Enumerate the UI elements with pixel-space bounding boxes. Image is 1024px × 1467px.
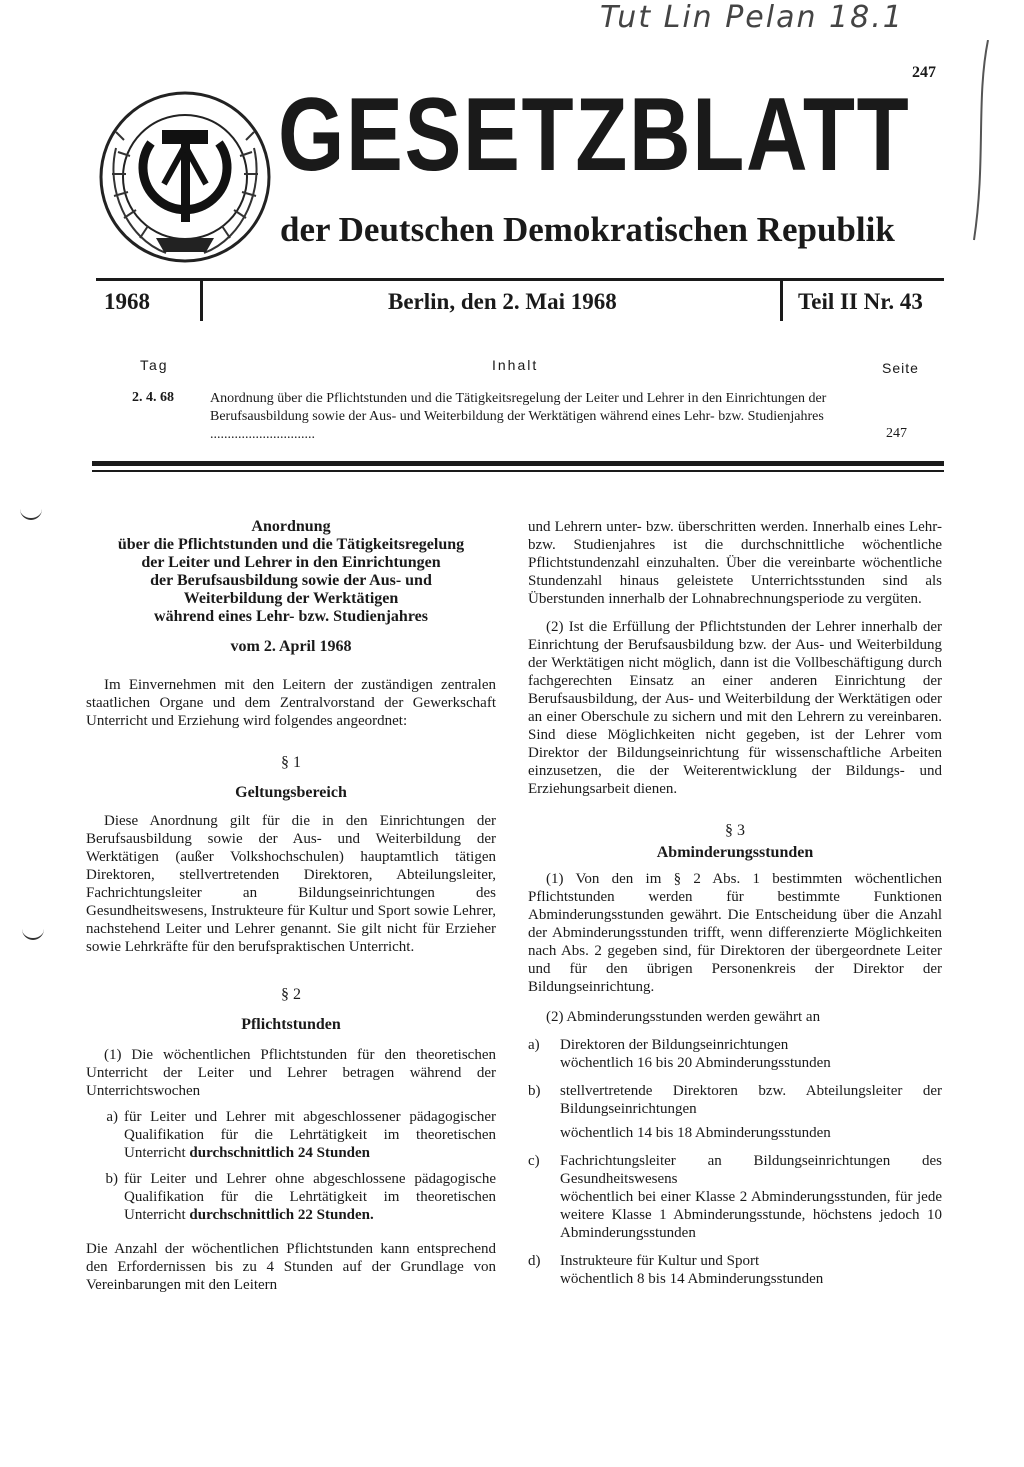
margin-mark bbox=[22, 928, 44, 940]
list-item-emphasis: durchschnittlich 24 Stunden bbox=[189, 1145, 370, 1161]
section-rule bbox=[92, 470, 944, 472]
left-column bbox=[86, 518, 496, 1294]
divider bbox=[780, 281, 783, 321]
list-item bbox=[528, 1252, 942, 1288]
list-item-body: für Leiter und Lehrer ohne abgeschlossene pädagogische Qualifikation für die Lehrtätigkeit im theoretischen Unterricht bbox=[124, 1171, 496, 1223]
decree-title-line: während eines Lehr- bzw. Studienjahres bbox=[154, 608, 428, 625]
toc-header-content: Inhalt bbox=[492, 357, 539, 373]
list-item-hours: wöchentlich bei einer Klasse 2 Abminderungsstunden, für jede weitere Klasse 1 Abminderungsstunde, höchstens jedoch 10 Abminderungsstunden bbox=[560, 1189, 942, 1241]
section-title: Geltungsbereich bbox=[235, 784, 347, 801]
list-item bbox=[528, 1152, 942, 1242]
section-paragraph: Diese Anordnung gilt für die in den Einrichtungen der Berufsausbildung sowie der Aus- und Weiterbildung der Werktätigen (außer Volkshochschulen) hauptamtlich tätigen Direktoren, stellvertretenden Direktoren, Abteilungsleiter, Fachrichtungsleiter an Bildungseinrichtungen des Gesundheitswesens, Instrukteure für Kultur und Sport sowie Lehrer, nachstehend Leiter und Lehrer genannt. Sie gilt nicht für Erzieher sowie Lehrkräfte für den berufspraktischen Unterricht. bbox=[86, 813, 496, 955]
intro-paragraph: Im Einvernehmen mit den Leitern der zuständigen zentralen staatlichen Organe und dem Zentralvorstand der Gewerkschaft Unterricht und Erziehung wird folgendes angeordnet: bbox=[86, 677, 496, 729]
list-item-emphasis: durchschnittlich 22 Stunden. bbox=[189, 1207, 374, 1223]
list-item-text bbox=[560, 1252, 942, 1288]
list-item bbox=[528, 1082, 942, 1142]
list-item-body: Direktoren der Bildungseinrichtungen bbox=[560, 1037, 789, 1053]
section-title: Abminderungsstunden bbox=[656, 844, 814, 861]
margin-scribble bbox=[968, 40, 994, 260]
state-emblem-icon bbox=[96, 88, 274, 266]
list-item-text bbox=[560, 1036, 942, 1072]
decree-title bbox=[86, 518, 496, 626]
list-item-body: Fachrichtungsleiter an Bildungseinrichtungen des Gesundheitswesens bbox=[560, 1153, 942, 1187]
list-item-hours: wöchentlich 14 bis 18 Abminderungsstunden bbox=[560, 1125, 831, 1141]
section-paragraph: (2) Abminderungsstunden werden gewährt an bbox=[546, 1009, 821, 1025]
section-paragraph: (1) Die wöchentlichen Pflichtstunden für den theoretischen Unterricht der Leiter und Lehrer betragen während der Unterrichtswochen bbox=[86, 1047, 496, 1099]
list-item-text bbox=[124, 1108, 496, 1162]
list-item-label: c) bbox=[528, 1153, 540, 1169]
list-item-text bbox=[124, 1170, 496, 1224]
list-item-label: a) bbox=[528, 1037, 540, 1053]
section-paragraph: (1) Von den im § 2 Abs. 1 bestimmten wöchentlichen Pflichtstunden werden für bestimmte Funktionen Abminderungsstunden gewährt. Die Entscheidung über die Anzahl der Abminderungsstunden trifft, wenn differenzierte Möglichkeiten nach Abs. 2 gegeben sind, für Direktoren der übergeordnete Leiter und für den übrigen Personenkreis der Direktor der Bildungseinrichtung. bbox=[528, 871, 942, 995]
masthead-title: GESETZBLATT bbox=[278, 77, 911, 193]
issue-part-number: Teil II Nr. 43 bbox=[798, 289, 923, 314]
page-number: 247 bbox=[912, 64, 936, 81]
handwritten-note: Tut Lin Pelan 18.1 bbox=[600, 0, 904, 35]
section-paragraph: und Lehrern unter- bzw. überschritten werden. Innerhalb eines Lehr- bzw. Studienjahres ist die durchschnittliche wöchentliche Pflichtstundenzahl einzuhalten. Über die vereinbarte wöchentliche Stundenzahl hinaus geleistete Unterrichtsstunden sind als Überstunden innerhalb der Lohnabrechnungsperiode zu vergüten. bbox=[528, 519, 942, 607]
toc-header-date: Tag bbox=[140, 357, 169, 373]
section-number: § 2 bbox=[281, 986, 301, 1003]
toc-header-page: Seite bbox=[882, 360, 919, 376]
toc-entry-page: 247 bbox=[886, 426, 907, 441]
decree-title-line: Weiterbildung der Werktätigen bbox=[183, 590, 399, 607]
list-item-label: d) bbox=[528, 1253, 541, 1269]
list-item-body: Instrukteure für Kultur und Sport bbox=[560, 1253, 760, 1269]
section-rule bbox=[92, 461, 944, 466]
list-item-hours: wöchentlich 16 bis 20 Abminderungsstunden bbox=[560, 1055, 831, 1071]
decree-title-line: über die Pflichtstunden und die Tätigkeitsregelung bbox=[117, 536, 465, 553]
list-item-label: b) bbox=[528, 1083, 541, 1099]
decree-date: vom 2. April 1968 bbox=[230, 638, 352, 655]
divider bbox=[200, 281, 203, 321]
decree-title-line: der Berufsausbildung sowie der Aus- und bbox=[150, 572, 432, 589]
list-item bbox=[86, 1170, 496, 1224]
section-paragraph: (2) Ist die Erfüllung der Pflichtstunden der Lehrer innerhalb der Einrichtung der Berufsausbildung bzw. der Aus- und Weiterbildung der Werktätigen nicht möglich, dann ist die Vollbeschäftigung durch fachgerechten Einsatz an einer anderen Einrichtung der Berufsausbildung, der Aus- und Weiterbildung der Werktätigen oder an einer Oberschule zu sichern und mit den Lehrern zu vereinbaren. Sind diese Möglichkeiten nicht gegeben, ist der Lehrer vom Direktor der Bildungseinrichtung für wissenschaftliche Arbeiten einzusetzen, die der Weiterentwicklung der Bildungs- und Erziehungsarbeit dienen. bbox=[528, 619, 942, 797]
section-number: § 1 bbox=[281, 754, 301, 771]
list-item-label: a) bbox=[106, 1109, 118, 1125]
section-paragraph: Die Anzahl der wöchentlichen Pflichtstunden kann entsprechend den Erfordernissen bis zu 4 Stunden auf der Grundlage von Vereinbarungen mit den Leitern bbox=[86, 1241, 496, 1293]
list-item-hours: wöchentlich 8 bis 14 Abminderungsstunden bbox=[560, 1271, 824, 1287]
list-item-label: b) bbox=[105, 1171, 118, 1187]
decree-title-line: Anordnung bbox=[251, 518, 331, 535]
issue-bar bbox=[96, 278, 944, 321]
list-item-text bbox=[560, 1152, 942, 1242]
right-column bbox=[528, 518, 942, 1288]
issue-place-date: Berlin, den 2. Mai 1968 bbox=[388, 289, 617, 314]
section-number: § 3 bbox=[725, 822, 745, 839]
list-item bbox=[528, 1036, 942, 1072]
margin-mark bbox=[20, 508, 42, 520]
toc-entry-text: Anordnung über die Pflichtstunden und die Tätigkeitsregelung der Leiter und Lehrer in den Einrichtungen der Berufsausbildung sowie der Aus- und Weiterbildung der Werktätigen während eines Lehr- bzw. Studienjahres .............................. bbox=[210, 391, 827, 442]
decree-title-line: der Leiter und Lehrer in den Einrichtungen bbox=[141, 554, 441, 571]
toc-entry-date: 2. 4. 68 bbox=[132, 390, 174, 405]
masthead-subtitle: der Deutschen Demokratischen Republik bbox=[280, 210, 895, 249]
list-item-body: für Leiter und Lehrer mit abgeschlossener pädagogischer Qualifikation für die Lehrtätigkeit im theoretischen Unterricht bbox=[124, 1109, 496, 1161]
list-item-text bbox=[560, 1082, 942, 1142]
section-title: Pflichtstunden bbox=[241, 1016, 341, 1033]
issue-year: 1968 bbox=[104, 289, 150, 314]
list-item bbox=[86, 1108, 496, 1162]
list-item-body: stellvertretende Direktoren bzw. Abteilungsleiter der Bildungseinrichtungen bbox=[560, 1083, 942, 1117]
